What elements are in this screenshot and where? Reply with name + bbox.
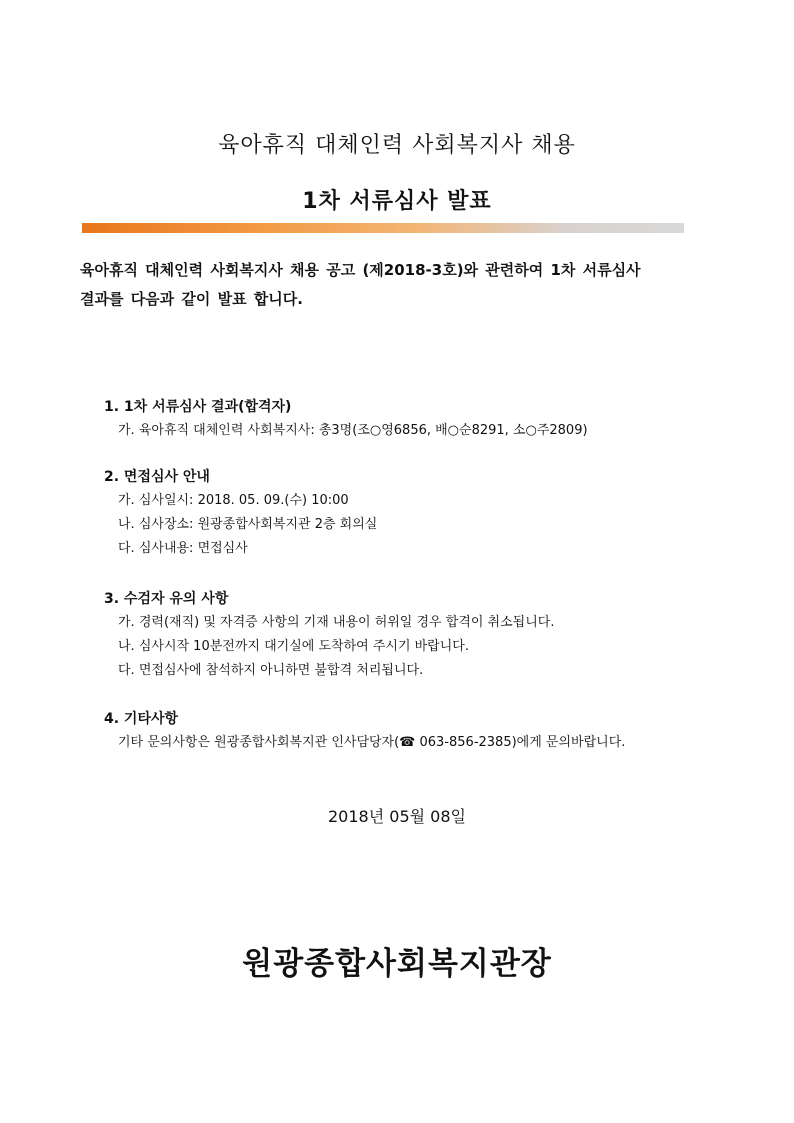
intro-line: 결과를 다음과 같이 발표 합니다. [80, 290, 303, 308]
section-other-matters [104, 707, 704, 755]
section-item: 기타 문의사항은 원광종합사회복지관 인사담당자(☎ 063-856-2385)에게 문의바랍니다. [118, 735, 626, 750]
issuing-organization: 원광종합사회복지관장 [242, 946, 552, 982]
section-document-results [104, 395, 704, 443]
section-item: 가. 심사일시: 2018. 05. 09.(수) 10:00 [118, 493, 349, 508]
section-title: 1. 1차 서류심사 결과(합격자) [104, 399, 292, 415]
section-title: 4. 기타사항 [104, 711, 179, 727]
title-divider-bar [82, 223, 684, 233]
section-item: 다. 면접심사에 참석하지 아니하면 불합격 처리됩니다. [118, 663, 424, 678]
section-item: 가. 육아휴직 대체인력 사회복지사: 총3명(조○영6856, 배○순8291, 소○주2809) [118, 423, 588, 438]
section-candidate-notes [104, 587, 704, 683]
section-item: 나. 심사시작 10분전까지 대기실에 도착하여 주시기 바랍니다. [118, 639, 469, 654]
section-item: 나. 심사장소: 원광종합사회복지관 2층 회의실 [118, 517, 378, 532]
announcement-date: 2018년 05월 08일 [328, 807, 466, 826]
intro-line: 육아휴직 대체인력 사회복지사 채용 공고 (제2018-3호)와 관련하여 1차 서류심사 [80, 261, 641, 279]
section-item: 다. 심사내용: 면접심사 [118, 541, 248, 556]
intro-paragraph [80, 256, 700, 314]
section-title: 2. 면접심사 안내 [104, 469, 210, 485]
section-item: 가. 경력(재직) 및 자격증 사항의 기재 내용이 허위일 경우 합격이 취소됩니다. [118, 615, 555, 630]
section-title: 3. 수검자 유의 사항 [104, 591, 229, 607]
section-interview-info [104, 465, 704, 561]
document-title: 육아휴직 대체인력 사회복지사 채용 [218, 133, 576, 158]
document-subtitle: 1차 서류심사 발표 [302, 189, 492, 214]
